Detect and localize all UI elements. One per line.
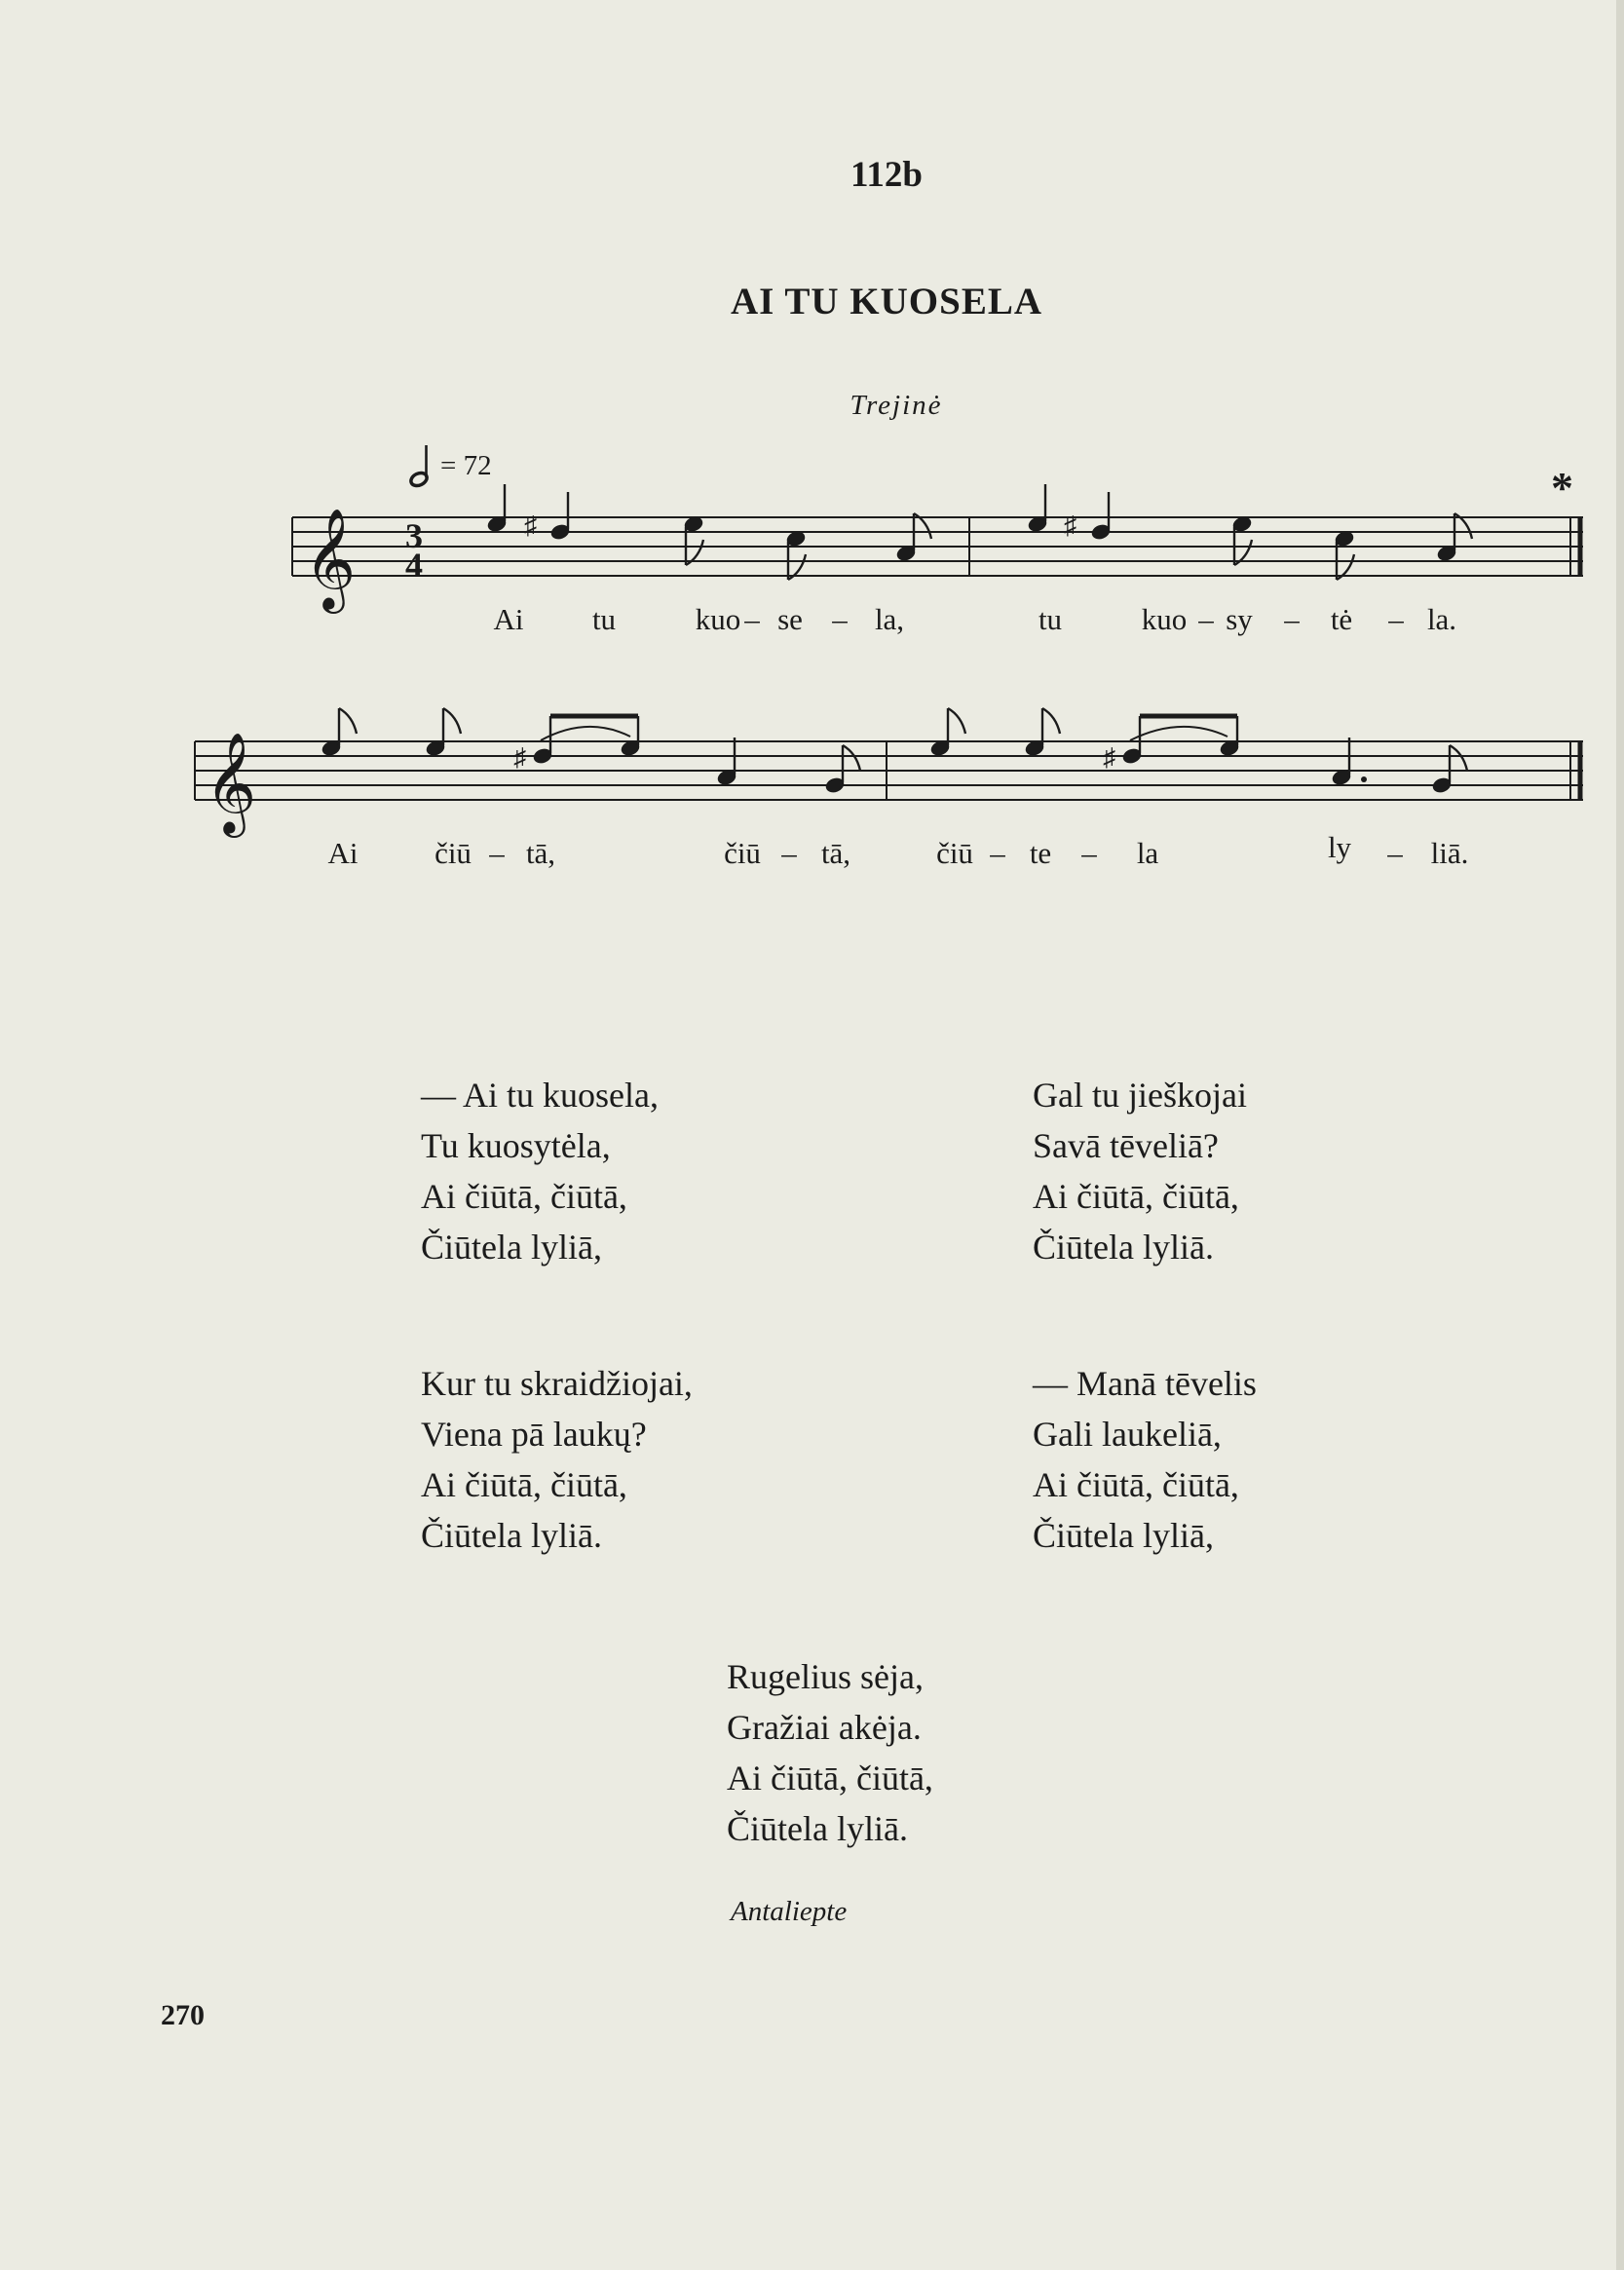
lyric-syllable: čiū	[724, 836, 761, 870]
time-signature-top: 3	[405, 516, 423, 555]
verse-line: Čiūtela lyliā.	[421, 1516, 602, 1555]
verse-line: — Ai tu kuosela,	[421, 1076, 659, 1115]
verse-5	[727, 1651, 933, 1854]
verse-line: Savā tēveliā?	[1033, 1126, 1219, 1165]
verse-line: Rugelius sėja,	[727, 1657, 924, 1696]
lyric-syllable: tu	[1038, 602, 1063, 636]
lyric-syllable: –	[781, 836, 797, 870]
lyric-syllable: –	[832, 602, 848, 636]
lyric-syllable: te	[1029, 836, 1052, 870]
svg-text:♯: ♯	[1103, 743, 1115, 772]
song-title: AI TU KUOSELA	[730, 281, 1043, 322]
lyric-syllable: ly	[1327, 830, 1352, 864]
song-number: 112b	[850, 155, 924, 195]
treble-clef-icon: 𝄞	[205, 736, 257, 832]
verse-2	[1033, 1070, 1247, 1272]
verse-line: — Manā tēvelis	[1033, 1364, 1257, 1403]
treble-clef-icon: 𝄞	[304, 511, 357, 608]
verse-line: Ai čiūtā, čiūtā,	[1033, 1465, 1239, 1504]
svg-text:♯: ♯	[1064, 511, 1076, 540]
verse-line: Kur tu skraidžiojai,	[421, 1364, 693, 1403]
lyric-syllable: Ai	[493, 602, 524, 636]
source-location: Antaliepte	[731, 1896, 848, 1927]
lyric-syllable: –	[990, 836, 1005, 870]
verse-3	[421, 1358, 693, 1561]
verse-line: Gali laukeliā,	[1033, 1415, 1222, 1454]
lyric-syllable: –	[744, 602, 760, 636]
svg-text:♯: ♯	[524, 511, 537, 540]
lyric-syllable: tā,	[525, 836, 556, 870]
lyric-syllable: –	[489, 836, 505, 870]
time-signature-bottom: 4	[405, 546, 423, 585]
music-score	[0, 0, 1624, 877]
lyric-syllable: la,	[874, 602, 905, 636]
verse-line: Ai čiūtā, čiūtā,	[421, 1465, 627, 1504]
lyric-syllable: se	[777, 602, 803, 636]
lyric-syllable: tā,	[820, 836, 851, 870]
verse-4	[1033, 1358, 1257, 1561]
lyric-syllable: sy	[1226, 602, 1253, 636]
tempo-style: Trejinė	[850, 390, 943, 421]
verse-line: Ai čiūtā, čiūtā,	[727, 1759, 933, 1797]
verse-line: Ai čiūtā, čiūtā,	[421, 1177, 627, 1216]
footnote-marker: *	[1551, 463, 1573, 512]
lyric-syllable: kuo	[1141, 602, 1188, 636]
lyric-syllable: –	[1284, 602, 1300, 636]
verse-line: Čiūtela lyliā.	[727, 1809, 908, 1848]
lyric-syllable: kuo	[695, 602, 741, 636]
tempo-value: = 72	[440, 449, 492, 481]
svg-text:♯: ♯	[513, 743, 526, 772]
lyric-syllable: –	[1081, 836, 1097, 870]
verse-1	[421, 1070, 659, 1272]
verse-line: Čiūtela lyliā.	[1033, 1228, 1214, 1267]
verse-line: Ai čiūtā, čiūtā,	[1033, 1177, 1239, 1216]
lyric-syllable: Ai	[327, 836, 359, 870]
verse-line: Gražiai akėja.	[727, 1708, 922, 1747]
lyric-syllable: –	[1387, 836, 1403, 870]
verse-line: Čiūtela lyliā,	[421, 1228, 602, 1267]
lyric-syllable: –	[1198, 602, 1214, 636]
page-number: 270	[161, 1999, 205, 2031]
lyric-syllable: –	[1388, 602, 1404, 636]
verse-line: Gal tu jieškojai	[1033, 1076, 1247, 1115]
lyric-syllable: la	[1136, 836, 1159, 870]
verse-line: Tu kuosytėla,	[421, 1126, 611, 1165]
lyric-syllable: la.	[1426, 602, 1457, 636]
lyric-syllable: čiū	[434, 836, 472, 870]
verse-line: Viena pā laukų?	[421, 1415, 647, 1454]
lyric-syllable: tė	[1330, 602, 1353, 636]
lyric-syllable: čiū	[936, 836, 973, 870]
lyric-syllable: liā.	[1430, 836, 1469, 870]
verse-line: Čiūtela lyliā,	[1033, 1516, 1214, 1555]
lyric-syllable: tu	[591, 602, 617, 636]
